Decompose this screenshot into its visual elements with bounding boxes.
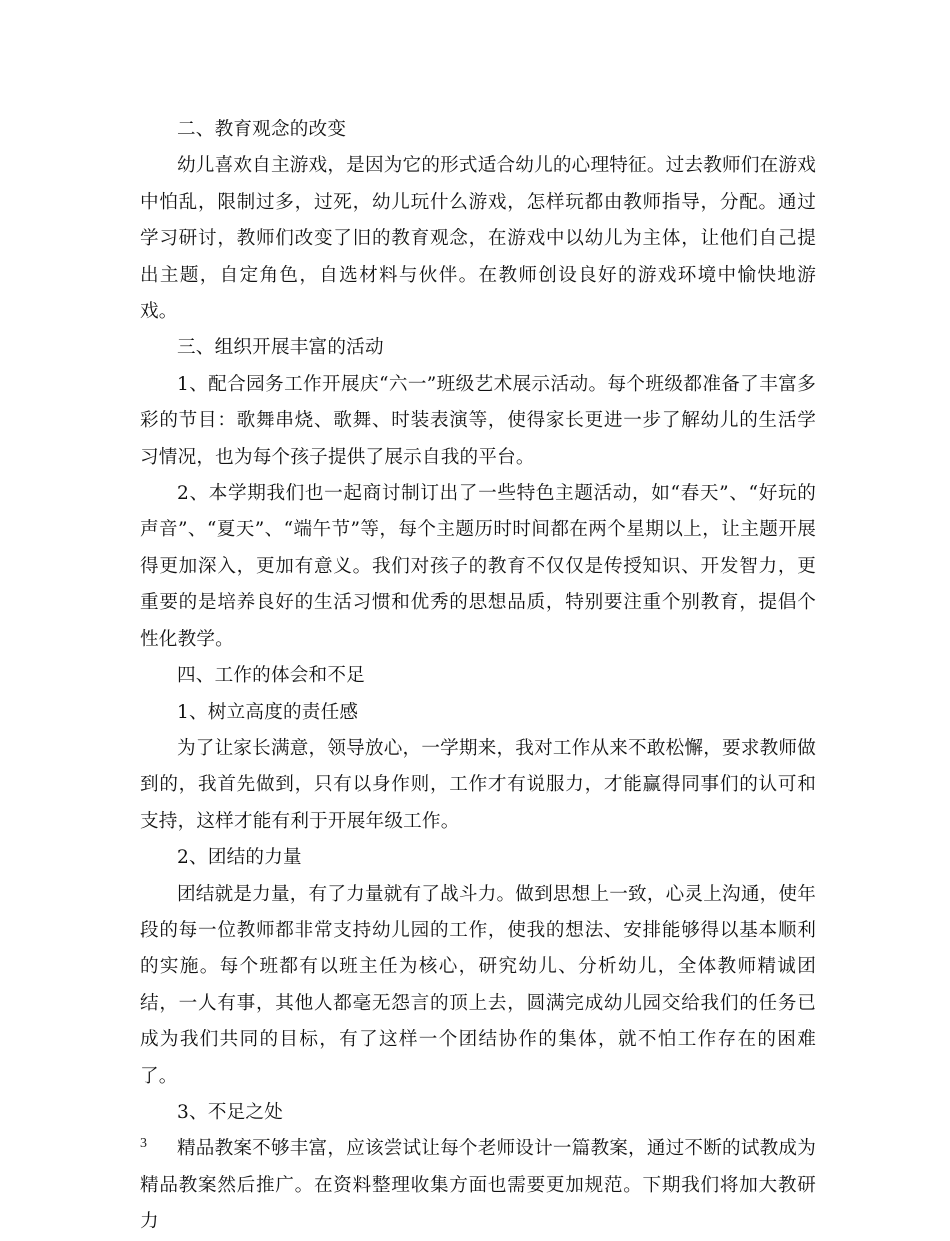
paragraph-autonomous-play: 幼儿喜欢自主游戏，是因为它的形式适合幼儿的心理特征。过去教师们在游戏中怕乱，限制过多，过死，幼儿玩什么游戏，怎样玩都由教师指导，分配。通过学习研讨，教师们改变了旧的教育观念，在游戏中以幼儿为主体，让他们自己提出主题，自定角色，自选材料与伙伴。在教师创设良好的游戏环境中愉快地游戏。 xyxy=(140,155,816,323)
subheading-shortcomings: 3、不足之处 xyxy=(177,1101,283,1123)
subheading-unity: 2、团结的力量 xyxy=(177,847,302,869)
section-heading-activities: 三、组织开展丰富的活动 xyxy=(177,337,384,359)
paragraph-responsibility: 为了让家长满意，领导放心，一学期来，我对工作从来不敢松懈，要求教师做到的，我首先做到，只有以身作则，工作才有说服力，才能赢得同事们的认可和支持，这样才能有利于开展年级工作。 xyxy=(140,737,816,832)
paragraph-theme-activities: 2、本学期我们也一起商讨制订出了一些特色主题活动，如“春天”、“好玩的声音”、“夏天”、“端午节”等，每个主题历时时间都在两个星期以上，让主题开展得更加深入，更加有意义。我们对孩子的教育不仅仅是传授知识、开发智力，更重要的是培养良好的生活习惯和优秀的思想品质，特别要注重个别教育，提倡个性化教学。 xyxy=(140,483,816,650)
paragraph-unity: 团结就是力量，有了力量就有了战斗力。做到思想上一致，心灵上沟通，使年段的每一位教师都非常支持幼儿园的工作，使我的想法、安排能够得以基本顺利的实施。每个班都有以班主任为核心，研究幼儿、分析幼儿，全体教师精诚团结，一人有事，其他人都毫无怨言的顶上去，圆满完成幼儿园交给我们的任务已成为我们共同的目标，有了这样一个团结协作的集体，就不怕工作存在的困难了。 xyxy=(140,883,816,1087)
section-heading-experience-shortcomings: 四、工作的体会和不足 xyxy=(177,665,365,687)
paragraph-childrens-day-show: 1、配合园务工作开展庆“六一”班级艺术展示活动。每个班级都准备了丰富多彩的节目：歌舞串烧、歌舞、时装表演等，使得家长更进一步了解幼儿的生活学习情况，也为每个孩子提供了展示自我的平台。 xyxy=(140,373,816,468)
section-heading-education-concept: 二、教育观念的改变 xyxy=(177,119,347,140)
document-body xyxy=(140,112,816,1241)
page-number: 3 xyxy=(140,1136,147,1151)
paragraph-shortcomings: 精品教案不够丰富，应该尝试让每个老师设计一篇教案，通过不断的试教成为精品教案然后推广。在资料整理收集方面也需要更加规范。下期我们将加大教研力 xyxy=(140,1138,816,1233)
subheading-responsibility: 1、树立高度的责任感 xyxy=(177,701,359,723)
